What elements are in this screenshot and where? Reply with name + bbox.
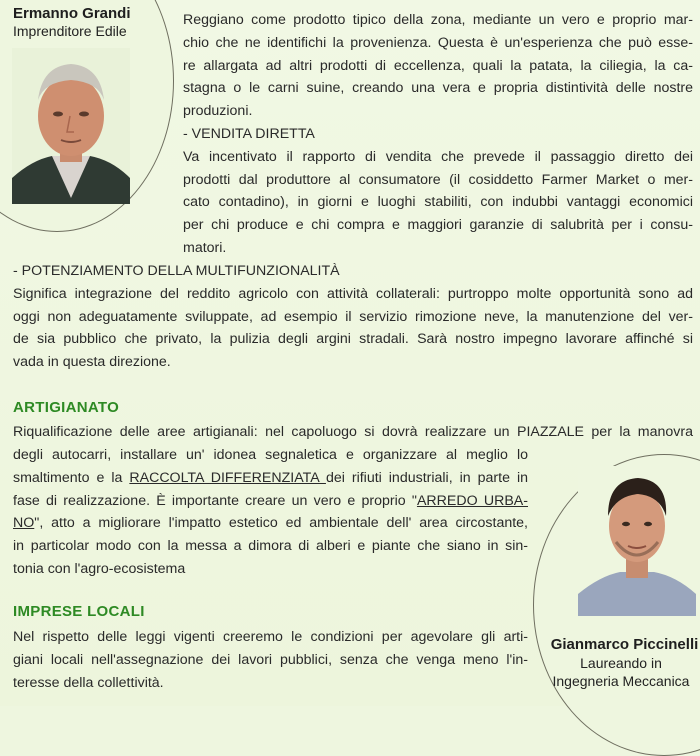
text-line: Va incentivato il rapporto di vendita che prevede il passaggio diretto dei: [183, 148, 693, 165]
text-line: giani locali nell'assegnazione dei lavori pubblici, senza che venga meno l'in-: [13, 651, 528, 668]
text-line: Significa integrazione del reddito agricolo con attività collaterali: purtroppo molte opportunità sono ad: [13, 285, 693, 302]
text-line: oggi non adeguatamente sviluppate, ad esempio il servizio rimozione neve, la manutenzione del ver-: [13, 308, 693, 325]
text-line: [13, 512, 528, 535]
text-line: produzioni.: [183, 103, 253, 120]
text-line: de sia pubblico che privato, la pulizia degli argini stradali. Sarà nostro impegno lavorare affinché si: [13, 331, 693, 348]
top-person-name: Ermanno Grandi: [13, 5, 131, 22]
text-line: matori.: [183, 239, 227, 256]
bottom-person-role-line2: Ingegneria Meccanica: [552, 673, 690, 689]
artigianato-section-cont: [13, 444, 528, 581]
vendita-title: - VENDITA DIRETTA: [183, 125, 315, 142]
arredo-urbano: ARREDO URBA-: [416, 492, 528, 509]
bottom-person-photo: [578, 466, 696, 616]
text-line: Riqualificazione delle aree artigianali: nel capoluogo si dovrà realizzare un PIAZZALE per la manovra: [13, 424, 693, 440]
top-person-role: Imprenditore Edile: [13, 23, 127, 39]
text-line: cato contadino), in giorni e luoghi stabiliti, con indubbi vantaggi economici: [183, 194, 693, 211]
potenziamento-section: [13, 260, 693, 374]
top-paragraph: [183, 9, 693, 260]
text-line: prodotti dal produttore al consumatore (il cosiddetto Farmer Market o mer-: [183, 171, 693, 188]
text-line: stagna o le carni suine, creando una vera e propria distintività delle nostre: [183, 80, 693, 97]
text-line: re allargata ad altri prodotti di eccellenza, quali la patata, la ciliegia, la ca-: [183, 57, 693, 74]
bottom-person-role-line1: Laureando in: [580, 655, 662, 671]
artigianato-section: [13, 421, 693, 444]
text-line: Reggiano come prodotto tipico della zona, mediante un vero e proprio mar-: [183, 12, 693, 28]
text-fragment: smaltimento e la: [13, 469, 130, 486]
imprese-heading: IMPRESE LOCALI: [13, 603, 145, 620]
text-fragment: fase di realizzazione. È importante creare un vero e proprio ": [13, 492, 417, 509]
text-line: [13, 467, 528, 490]
text-line: in particolar modo con la messa a dimora di alberi e piante che siano in sin-: [13, 538, 528, 555]
bottom-person-name: Gianmarco Piccinelli: [550, 636, 699, 653]
text-line: teresse della collettività.: [13, 674, 164, 691]
text-line: tonia con l'agro-ecosistema: [13, 560, 186, 577]
text-line: vada in questa direzione.: [13, 354, 171, 371]
text-line: per chi produce e chi compra e maggiori garanzie di salubrità per i consu-: [183, 217, 693, 234]
text-line: Nel rispetto delle leggi vigenti creeremo le condizioni per agevolare gli arti-: [13, 629, 528, 645]
text-line: degli autocarri, installare un' idonea segnaletica e organizzare al meglio lo: [13, 447, 528, 463]
text-fragment: dei rifiuti industriali, in parte in: [325, 469, 529, 486]
text-line: [13, 490, 528, 513]
top-person-photo: [12, 48, 130, 204]
arredo-urbano-end: NO: [13, 515, 35, 532]
text-line: chio che ne identifichi la provenienza. Questa è un'esperienza che può esse-: [183, 34, 693, 51]
raccolta-differenziata: RACCOLTA DIFFERENZIATA: [129, 469, 326, 486]
text-fragment: ", atto a migliorare l'impatto estetico ed ambientale dell' area circostante,: [34, 515, 528, 532]
imprese-section: [13, 626, 528, 694]
potenziamento-title: - POTENZIAMENTO DELLA MULTIFUNZIONALITÀ: [13, 263, 340, 279]
artigianato-heading: ARTIGIANATO: [13, 399, 120, 416]
